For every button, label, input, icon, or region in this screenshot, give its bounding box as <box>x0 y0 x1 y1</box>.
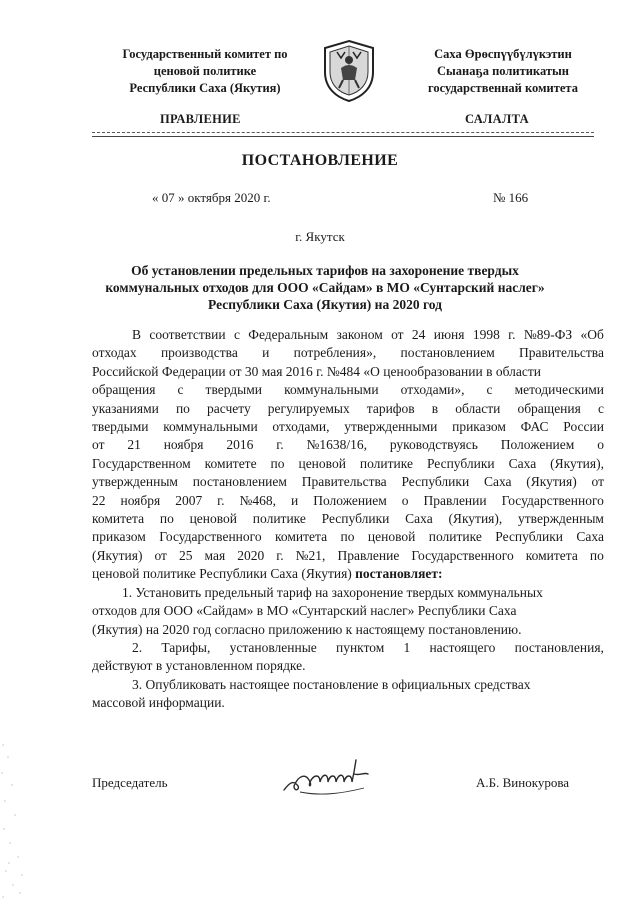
item-line: действуют в установленном порядке. <box>92 658 306 674</box>
header-divider <box>92 132 594 133</box>
header-right-line: Саха Өрөспүүбүлүкэтин <box>434 47 572 61</box>
document-title: ПОСТАНОВЛЕНИЕ <box>241 152 399 169</box>
header-left-line: ценовой политике <box>153 64 257 78</box>
preamble-line: В соответствии с Федеральным законом от 24 июня 1998 г. №89-ФЗ «Об <box>132 327 604 342</box>
document-number: № 166 <box>493 190 529 205</box>
header-right-line: государственнай комитета <box>428 81 578 95</box>
preamble-line: обращения с твердыми коммунальными отходами», с методическими <box>92 382 604 398</box>
item-line: 3. Опубликовать настоящее постановление в официальных средствах <box>132 676 531 692</box>
coat-of-arms-icon <box>317 38 381 104</box>
preamble-line: (Якутия) от 25 мая 2020 г. №21, Правление Государственного комитета по <box>92 547 604 563</box>
board-label-ru: ПРАВЛЕНИЕ <box>160 112 241 126</box>
header-right-authority <box>398 46 608 97</box>
header-left-authority <box>100 46 310 97</box>
item-line: 1. Установить предельный тариф на захоронение твердых коммунальных <box>122 584 543 600</box>
board-label-sah: САЛАЛТА <box>465 112 529 126</box>
preamble-line: 22 ноября 2007 г. №468, и Положением о Правлении Государственного <box>92 492 604 508</box>
subject-line: Республики Саха (Якутия) на 2020 год <box>208 297 442 312</box>
signatory-name: А.Б. Винокурова <box>476 775 570 790</box>
subject-line: Об установлении предельных тарифов на захоронение твердых <box>131 263 519 278</box>
preamble-line: твердыми коммунальными отходами, утвержденными приказом ФАС России <box>92 419 604 435</box>
preamble-line: утвержденным постановлением Правительства Республики Саха (Якутия) от <box>92 474 604 490</box>
preamble-line: Российской Федерации от 30 мая 2016 г. №484 «О ценообразовании в области <box>92 363 541 379</box>
document-date: « 07 » октября 2020 г. <box>152 190 271 205</box>
preamble-line: ценовой политике Республики Саха (Якутия) <box>92 566 352 582</box>
preamble-line: отходах производства и потребления», постановлением Правительства <box>92 345 604 361</box>
item-line: (Якутия) на 2020 год согласно приложению к настоящему постановлению. <box>92 621 522 637</box>
header-divider <box>92 136 594 137</box>
handwritten-signature <box>280 752 380 802</box>
preamble-line: Государственном комитете по ценовой политике Республики Саха (Якутия), <box>92 455 604 471</box>
document-place: г. Якутск <box>295 229 345 244</box>
header-right-line: Сыанаҕа политикатын <box>437 64 569 78</box>
subject-line: коммунальных отходов для ООО «Сайдам» в МО «Сунтарский наслег» <box>105 280 545 295</box>
item-line: 2. Тарифы, установленные пунктом 1 настоящего постановления, <box>132 639 604 655</box>
scan-noise-decoration <box>0 725 26 905</box>
item-line: отходов для ООО «Сайдам» в МО «Сунтарский наслег» Республики Саха <box>92 603 517 619</box>
resolves-keyword: постановляет: <box>355 566 443 582</box>
signatory-role: Председатель <box>92 775 168 790</box>
header-left-line: Республики Саха (Якутия) <box>129 81 281 95</box>
document-subject <box>80 262 570 313</box>
preamble-line: комитета по ценовой политике Республики Саха (Якутия), утвержденным <box>92 511 604 527</box>
preamble-line: приказом Государственного комитета по ценовой политике Республики Саха <box>92 529 604 545</box>
preamble-line: от 21 ноября 2016 г. №1638/16, руководствуясь Положением о <box>92 437 604 453</box>
preamble-line: указаниями по расчету регулируемых тарифов в области обращения с <box>92 400 604 416</box>
item-line: массовой информации. <box>92 695 225 711</box>
header-left-line: Государственный комитет по <box>122 47 288 61</box>
document-body <box>92 326 604 713</box>
preamble-last-line <box>92 565 604 583</box>
